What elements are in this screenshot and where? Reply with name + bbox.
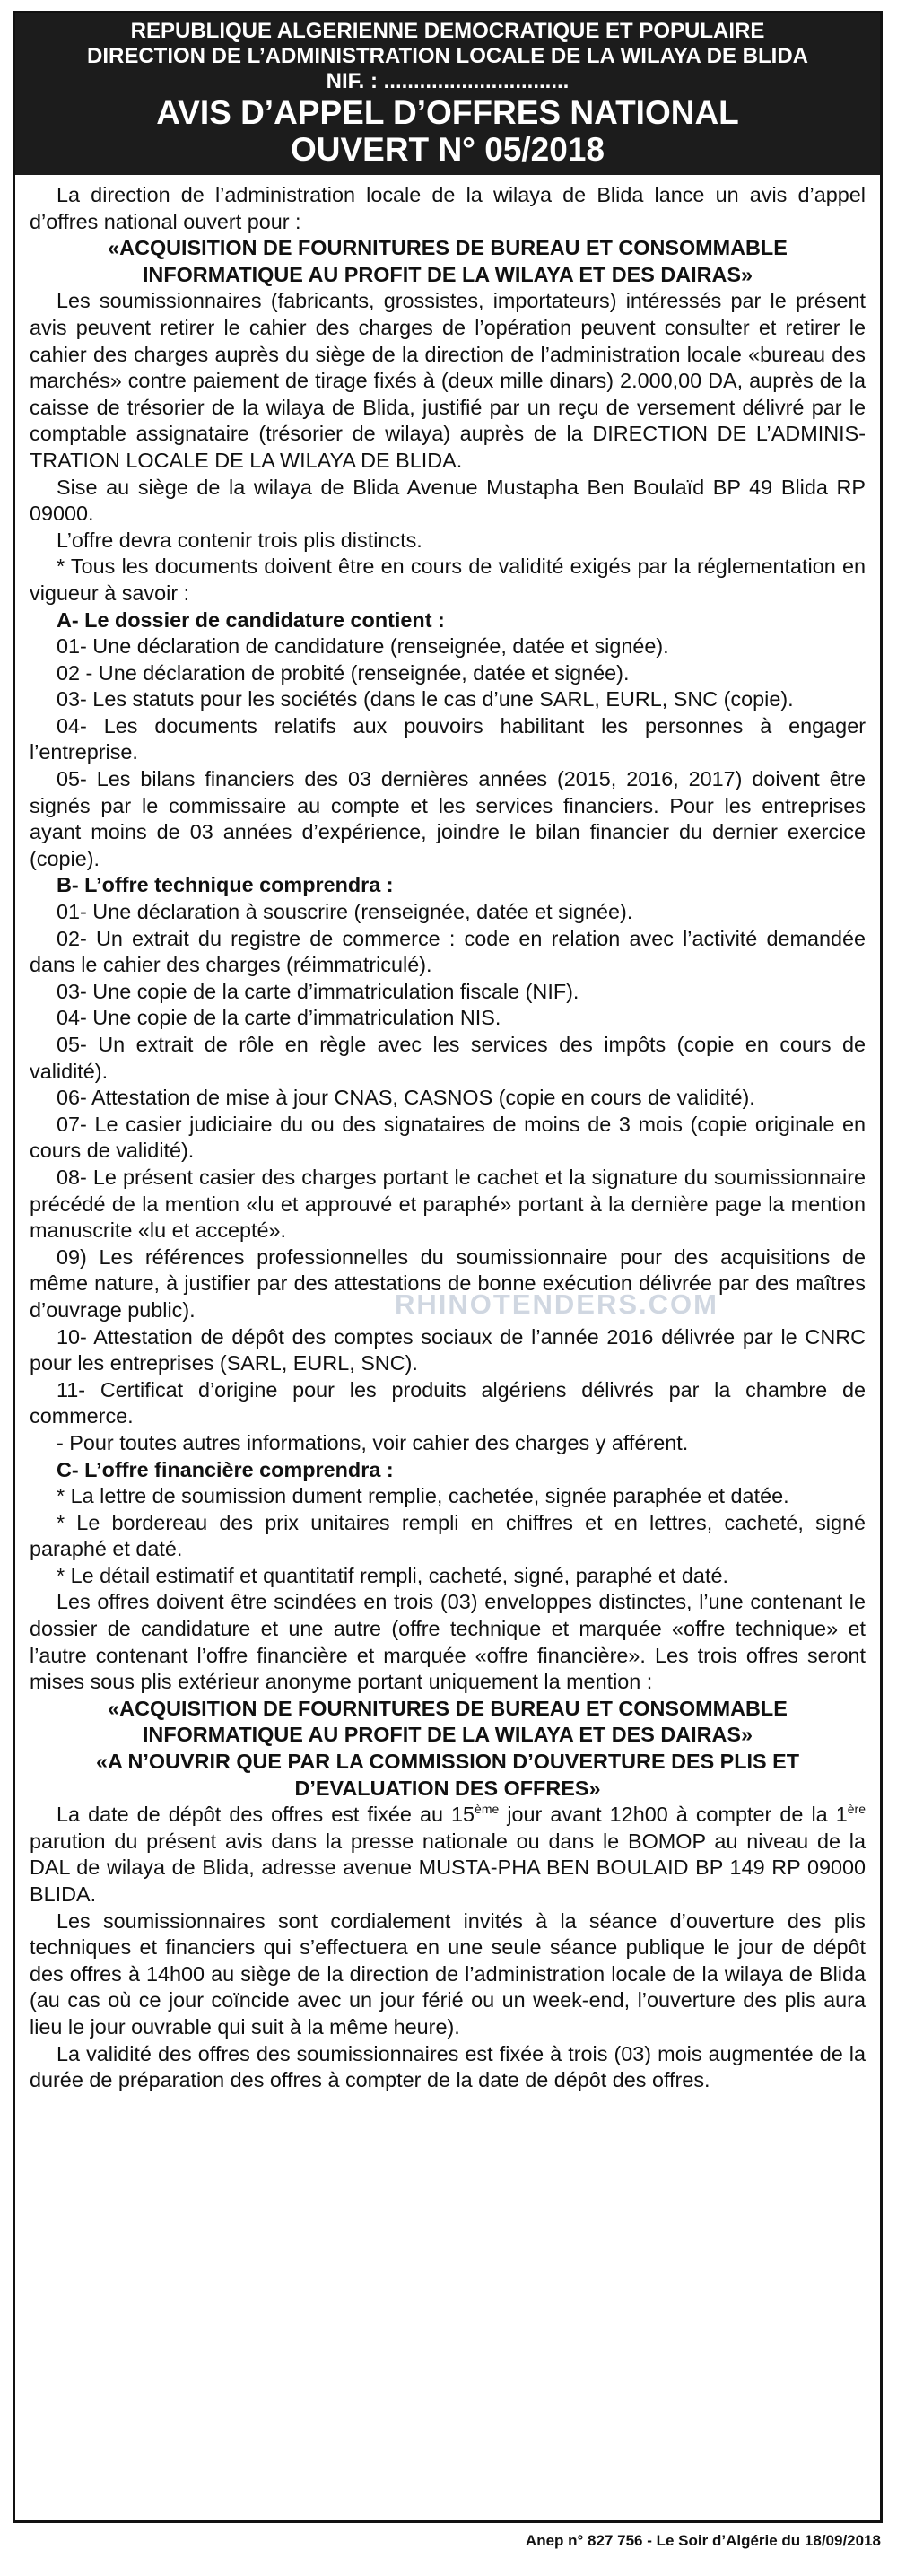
- envelopes-paragraph: Les offres doivent être scindées en trois (03) enveloppes distinctes, l’une contenant le dossier de candidature et une autre (offre technique et marquée «offre technique» et l’autre contenant l’offre financière et marquée «offre financière». Les trois offres seront mises sous plis extérieur anonyme portant uniquement la mention :: [30, 1590, 866, 1694]
- nif-line: NIF. : ...............................: [326, 69, 570, 93]
- list-item: 03- Les statuts pour les sociétés (dans le cas d’une SARL, EURL, SNC (copie).: [57, 687, 794, 712]
- notice-number: OUVERT N° 05/2018: [290, 131, 605, 168]
- list-item: 04- Une copie de la carte d’immatriculation NIS.: [57, 1006, 501, 1030]
- bidders-paragraph: Les soumissionnaires (fabricants, grossistes, importateurs) intéressés par le présent avis peuvent retirer le cahier des charges de l’opération peuvent consulter et retirer le cahier des charges auprès du siège de la direction de l’administration locale «bureau des marchés» contre paiement de tirage fixés à (deux mille dinars) 2.000,00 DA, auprès de la caisse de trésorier de la wilaya de Blida, justifié par un reçu de versement délivré par le comptable assignataire (trésorier de wilaya) auprès de la DIRECTION DE L’ADMINIS-TRATION LOCALE DE LA WILAYA DE BLIDA.: [30, 289, 866, 472]
- object-heading: «ACQUISITION DE FOURNITURES DE BUREAU ET CONSOMMABLE INFORMATIQUE AU PROFIT DE LA WILAYA ET DES DAIRAS»: [108, 236, 788, 286]
- list-item: * La lettre de soumission dument remplie, cachetée, signée paraphée et datée.: [57, 1484, 789, 1508]
- list-item: 02- Un extrait du registre de commerce : code en relation avec l’activité demandée dans le cahier des charges (réimmatriculé).: [30, 926, 866, 977]
- tender-notice: [13, 11, 883, 2523]
- intro-paragraph: La direction de l’administration locale de la wilaya de Blida lance un avis d’appel d’offres national ouvert pour :: [30, 183, 866, 233]
- section-c-heading: C- L’offre financière comprendra :: [57, 1457, 394, 1481]
- notice-title: AVIS D’APPEL D’OFFRES NATIONAL: [156, 94, 739, 131]
- object-mention: «ACQUISITION DE FOURNITURES DE BUREAU ET CONSOMMABLE INFORMATIQUE AU PROFIT DE LA WILAYA ET DES DAIRAS»: [108, 1696, 788, 1747]
- list-item: 10- Attestation de dépôt des comptes sociaux de l’année 2016 délivrée par le CNRC pour les entreprises (SARL, EURL, SNC).: [30, 1324, 866, 1375]
- deposit-text: jour avant 12h00 à compter de la 1: [499, 1803, 848, 1827]
- list-item: 08- Le présent casier des charges portant le cachet et la signature du soumissionnaire précédé de la mention «lu et approuvé et paraphé» portant à la dernière page la mention manuscrite «lu et accepté».: [30, 1165, 866, 1243]
- documents-validity-paragraph: * Tous les documents doivent être en cours de validité exigés par la réglementation en vigueur à savoir :: [30, 554, 866, 605]
- notice-header: [15, 13, 880, 175]
- notice-body: [15, 175, 880, 2094]
- deposit-text: La date de dépôt des offres est fixée au 15: [57, 1803, 475, 1827]
- list-item: 09) Les références professionnelles du soumissionnaire pour des acquisitions de même nature, à justifier par des attestations de bonne exécution délivrée par des maîtres d’ouvrage public).: [30, 1244, 866, 1322]
- list-item: 04- Les documents relatifs aux pouvoirs habilitant les personnes à engager l’entreprise.: [30, 713, 866, 764]
- deposit-paragraph: [30, 1802, 866, 1908]
- invitation-paragraph: Les soumissionnaires sont cordialement invités à la séance d’ouverture des plis techniques et financiers qui s’effectuera en une seule séance publique le jour de dépôt des offres à 14h00 au siège de la direction de l’administration locale de la wilaya de Blida (au cas où ce jour coïncide avec un jour férié ou un week-end, l’ouverture des plis aura lieu le jour ouvrable qui suit à la même heure).: [30, 1908, 866, 2039]
- list-item: 11- Certificat d’origine pour les produits algériens délivrés par la chambre de commerce.: [30, 1377, 866, 1428]
- list-item: 05- Les bilans financiers des 03 dernières années (2015, 2016, 2017) doivent être signés par le commissaire au compte et les services financiers. Pour les entreprises ayant moins de 03 années d’expérience, joindre le bilan financier du dernier exercice (copie).: [30, 767, 866, 870]
- deposit-text: parution du présent avis dans la presse nationale ou dans le BOMOP au niveau de la DAL de wilaya de Blida, adresse avenue MUSTA-PHA BEN BOULAID BP 149 RP 09000 BLIDA.: [30, 1829, 866, 1906]
- republic-line: REPUBLIQUE ALGERIENNE DEMOCRATIQUE ET POPULAIRE: [130, 19, 765, 43]
- list-item: 06- Attestation de mise à jour CNAS, CASNOS (copie en cours de validité).: [57, 1086, 755, 1110]
- list-item: 05- Un extrait de rôle en règle avec les services des impôts (copie en cours de validité).: [30, 1033, 866, 1083]
- address-paragraph: Sise au siège de la wilaya de Blida Avenue Mustapha Ben Boulaïd BP 49 Blida RP 09000.: [30, 475, 866, 526]
- publication-footer: Anep n° 827 756 - Le Soir d’Algérie du 18/09/2018: [525, 2532, 881, 2549]
- no-open-mention: «A N’OUVRIR QUE PAR LA COMMISSION D’OUVERTURE DES PLIS ET D’EVALUATION DES OFFRES»: [95, 1750, 800, 1800]
- list-item: 01- Une déclaration de candidature (renseignée, datée et signée).: [57, 634, 669, 659]
- validity-paragraph: La validité des offres des soumissionnaires est fixée à trois (03) mois augmentée de la durée de préparation des offres à compter de la date de dépôt des offres.: [30, 2041, 866, 2092]
- list-item: * Le détail estimatif et quantitatif rempli, cacheté, signé, paraphé et daté.: [57, 1563, 728, 1587]
- section-b-heading: B- L’offre technique comprendra :: [57, 873, 394, 897]
- more-info-line: - Pour toutes autres informations, voir cahier des charges y afférent.: [57, 1430, 689, 1454]
- direction-line: DIRECTION DE L’ADMINISTRATION LOCALE DE LA WILAYA DE BLIDA: [86, 44, 808, 68]
- three-folds-paragraph: L’offre devra contenir trois plis distincts.: [57, 528, 422, 552]
- list-item: 03- Une copie de la carte d’immatriculation fiscale (NIF).: [57, 979, 579, 1003]
- list-item: 01- Une déclaration à souscrire (renseignée, datée et signée).: [57, 900, 633, 924]
- list-item: 02 - Une déclaration de probité (renseignée, datée et signée).: [57, 660, 630, 685]
- watermark: RHINOTENDERS.COM: [395, 1288, 718, 1320]
- list-item: * Le bordereau des prix unitaires rempli en chiffres et en lettres, cacheté, signé paraphé et daté.: [30, 1510, 866, 1561]
- section-a-heading: A- Le dossier de candidature contient :: [57, 607, 445, 632]
- ordinal-suffix: ère: [847, 1802, 866, 1817]
- ordinal-suffix: ème: [475, 1802, 500, 1817]
- list-item: 07- Le casier judiciaire du ou des signataires de moins de 3 mois (copie originale en cours de validité).: [30, 1112, 866, 1163]
